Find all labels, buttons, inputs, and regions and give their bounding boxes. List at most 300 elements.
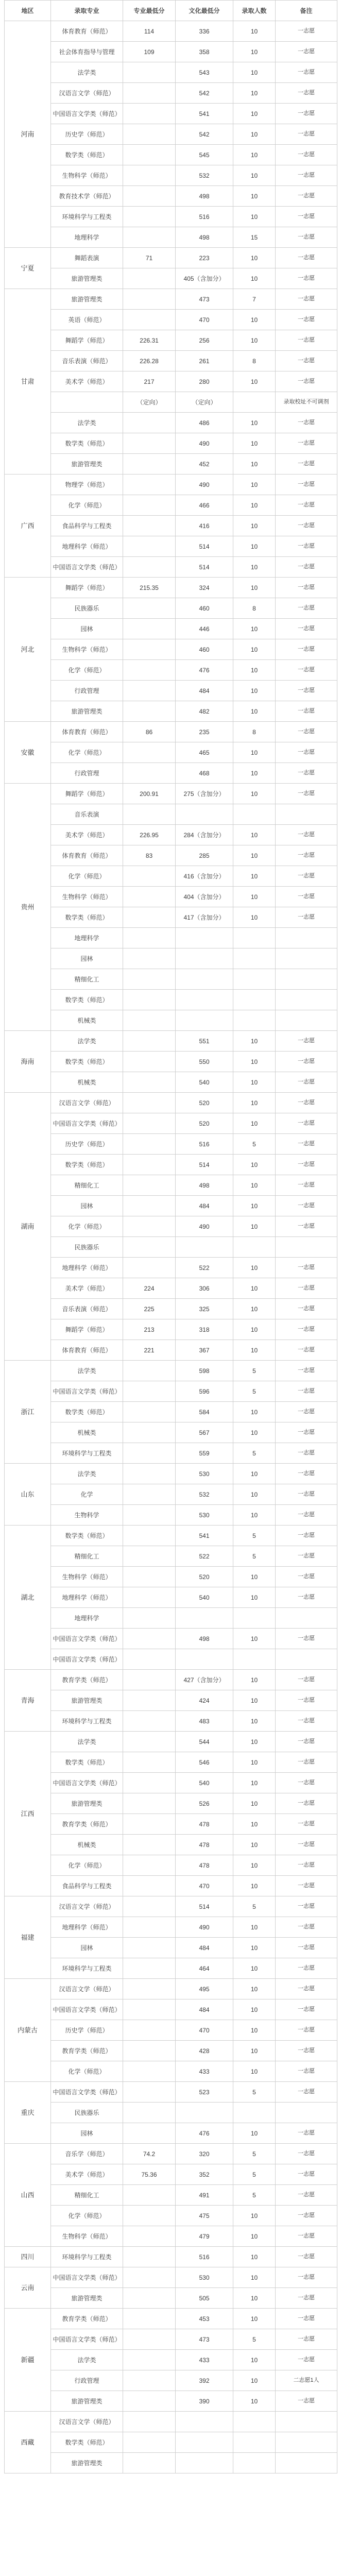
admitted-count-cell: 10 bbox=[233, 1567, 276, 1587]
major-min-score-cell bbox=[123, 1649, 176, 1670]
major-min-score-cell bbox=[123, 619, 176, 639]
header-remarks: 备注 bbox=[276, 1, 337, 21]
major-cell: 舞蹈学（师范） bbox=[51, 330, 123, 351]
remarks-cell bbox=[276, 1608, 337, 1629]
admitted-count-cell: 10 bbox=[233, 578, 276, 598]
admitted-count-cell bbox=[233, 969, 276, 990]
remarks-cell: 一志愿 bbox=[276, 1361, 337, 1381]
major-cell: 旅游管理类 bbox=[51, 268, 123, 289]
table-row bbox=[5, 701, 337, 722]
remarks-cell bbox=[276, 1010, 337, 1031]
major-min-score-cell bbox=[123, 1896, 176, 1917]
table-row bbox=[5, 413, 337, 433]
major-cell: 机械类 bbox=[51, 1835, 123, 1855]
major-cell: 中国语言文学类（师范） bbox=[51, 2267, 123, 2288]
major-cell: 数学类（师范） bbox=[51, 433, 123, 454]
table-row bbox=[5, 1258, 337, 1278]
table-row bbox=[5, 42, 337, 62]
culture-min-score-cell: 483 bbox=[176, 1711, 233, 1732]
table-row bbox=[5, 1422, 337, 1443]
major-cell: 美术学（师范） bbox=[51, 371, 123, 392]
culture-min-score-cell: 520 bbox=[176, 1113, 233, 1134]
admitted-count-cell: 10 bbox=[233, 1855, 276, 1876]
major-cell: 旅游管理类 bbox=[51, 454, 123, 474]
culture-min-score-cell: 598 bbox=[176, 1361, 233, 1381]
admitted-count-cell: 10 bbox=[233, 1732, 276, 1752]
admitted-count-cell: 10 bbox=[233, 1258, 276, 1278]
remarks-cell: 一志愿 bbox=[276, 1876, 337, 1896]
major-min-score-cell bbox=[123, 2329, 176, 2350]
culture-min-score-cell: 551 bbox=[176, 1031, 233, 1052]
region-cell: 江西 bbox=[5, 1732, 51, 1896]
major-cell: 数学类（师范） bbox=[51, 2432, 123, 2453]
major-cell: 法学类 bbox=[51, 1361, 123, 1381]
culture-min-score-cell: 325 bbox=[176, 1299, 233, 1319]
admitted-count-cell: 10 bbox=[233, 495, 276, 516]
remarks-cell: 一志愿 bbox=[276, 454, 337, 474]
culture-min-score-cell: 490 bbox=[176, 1917, 233, 1938]
table-row bbox=[5, 330, 337, 351]
culture-min-score-cell: 478 bbox=[176, 1814, 233, 1835]
major-cell: 数学类（师范） bbox=[51, 990, 123, 1010]
culture-min-score-cell: 465 bbox=[176, 742, 233, 763]
major-cell: 数学类（师范） bbox=[51, 1402, 123, 1422]
admitted-count-cell: 10 bbox=[233, 1999, 276, 2020]
remarks-cell: 一志愿 bbox=[276, 474, 337, 495]
admitted-count-cell bbox=[233, 1010, 276, 1031]
table-row bbox=[5, 268, 337, 289]
major-cell: 舞蹈表演 bbox=[51, 248, 123, 268]
table-row bbox=[5, 969, 337, 990]
table-row bbox=[5, 1155, 337, 1175]
major-cell: 数学类（师范） bbox=[51, 1752, 123, 1773]
culture-min-score-cell: 433 bbox=[176, 2061, 233, 2082]
admitted-count-cell: 5 bbox=[233, 1526, 276, 1546]
culture-min-score-cell: 522 bbox=[176, 1546, 233, 1567]
admitted-count-cell: 10 bbox=[233, 1752, 276, 1773]
remarks-cell: 一志愿 bbox=[276, 124, 337, 145]
admitted-count-cell: 10 bbox=[233, 1938, 276, 1958]
remarks-cell: 一志愿 bbox=[276, 866, 337, 887]
admitted-count-cell: 10 bbox=[233, 1670, 276, 1690]
admitted-count-cell: 10 bbox=[233, 2041, 276, 2061]
table-row bbox=[5, 145, 337, 165]
major-cell: 生物科学（师范） bbox=[51, 2226, 123, 2247]
remarks-cell: 一志愿 bbox=[276, 1175, 337, 1196]
culture-min-score-cell: 468 bbox=[176, 763, 233, 784]
major-min-score-cell bbox=[123, 124, 176, 145]
culture-min-score-cell: 452 bbox=[176, 454, 233, 474]
table-row bbox=[5, 619, 337, 639]
admitted-count-cell: 10 bbox=[233, 1835, 276, 1855]
culture-min-score-cell: 505 bbox=[176, 2288, 233, 2309]
table-row bbox=[5, 1484, 337, 1505]
remarks-cell: 一志愿 bbox=[276, 1958, 337, 1979]
remarks-cell: 一志愿 bbox=[276, 433, 337, 454]
header-admitted-count: 录取人数 bbox=[233, 1, 276, 21]
admitted-count-cell: 5 bbox=[233, 1546, 276, 1567]
major-cell: 化学（师范） bbox=[51, 495, 123, 516]
culture-min-score-cell: 530 bbox=[176, 2267, 233, 2288]
admitted-count-cell: 10 bbox=[233, 1278, 276, 1299]
remarks-cell: 一志愿 bbox=[276, 1031, 337, 1052]
major-cell: 精细化工 bbox=[51, 1175, 123, 1196]
major-min-score-cell bbox=[123, 2391, 176, 2412]
major-min-score-cell bbox=[123, 1938, 176, 1958]
region-cell: 西藏 bbox=[5, 2412, 51, 2473]
major-min-score-cell bbox=[123, 1732, 176, 1752]
table-row bbox=[5, 2267, 337, 2288]
region-cell: 福建 bbox=[5, 1896, 51, 1979]
culture-min-score-cell: 390 bbox=[176, 2391, 233, 2412]
culture-min-score-cell bbox=[176, 990, 233, 1010]
culture-min-score-cell: 543 bbox=[176, 62, 233, 83]
table-row bbox=[5, 660, 337, 681]
major-cell: 舞蹈学（师范） bbox=[51, 784, 123, 804]
table-row bbox=[5, 124, 337, 145]
culture-min-score-cell: 541 bbox=[176, 104, 233, 124]
culture-min-score-cell: 284（含加分） bbox=[176, 825, 233, 845]
culture-min-score-cell: 478 bbox=[176, 1835, 233, 1855]
culture-min-score-cell: 476 bbox=[176, 2123, 233, 2144]
remarks-cell: 一志愿 bbox=[276, 1381, 337, 1402]
major-cell: 音乐学（师范） bbox=[51, 2144, 123, 2164]
admitted-count-cell: 10 bbox=[233, 124, 276, 145]
admitted-count-cell: 10 bbox=[233, 1711, 276, 1732]
admitted-count-cell bbox=[233, 1237, 276, 1258]
major-min-score-cell bbox=[123, 186, 176, 207]
table-row bbox=[5, 1690, 337, 1711]
admitted-count-cell: 5 bbox=[233, 2185, 276, 2206]
table-row bbox=[5, 2391, 337, 2412]
table-row bbox=[5, 1938, 337, 1958]
admitted-count-cell: 10 bbox=[233, 557, 276, 578]
major-cell: 化学 bbox=[51, 1484, 123, 1505]
table-row bbox=[5, 825, 337, 845]
major-min-score-cell bbox=[123, 227, 176, 248]
major-cell: 生物科学 bbox=[51, 1505, 123, 1526]
table-row bbox=[5, 784, 337, 804]
remarks-cell bbox=[276, 969, 337, 990]
major-cell: 英语（师范） bbox=[51, 310, 123, 330]
admitted-count-cell: 10 bbox=[233, 660, 276, 681]
major-cell: 机械类 bbox=[51, 1010, 123, 1031]
major-cell: 生物科学（师范） bbox=[51, 887, 123, 907]
remarks-cell: 一志愿 bbox=[276, 701, 337, 722]
culture-min-score-cell: 596 bbox=[176, 1381, 233, 1402]
culture-min-score-cell: 490 bbox=[176, 1216, 233, 1237]
major-cell: 美术学（师范） bbox=[51, 2164, 123, 2185]
culture-min-score-cell: 484 bbox=[176, 681, 233, 701]
table-row bbox=[5, 1546, 337, 1567]
major-cell: 中国语言文学类（师范） bbox=[51, 1999, 123, 2020]
culture-min-score-cell: 514 bbox=[176, 536, 233, 557]
remarks-cell bbox=[276, 1649, 337, 1670]
remarks-cell: 一志愿 bbox=[276, 1299, 337, 1319]
culture-min-score-cell: 482 bbox=[176, 701, 233, 722]
table-row bbox=[5, 371, 337, 392]
admitted-count-cell: 15 bbox=[233, 227, 276, 248]
major-cell: 环境科学与工程类 bbox=[51, 1711, 123, 1732]
admitted-count-cell: 10 bbox=[233, 42, 276, 62]
culture-min-score-cell bbox=[176, 2432, 233, 2453]
admitted-count-cell: 10 bbox=[233, 1629, 276, 1649]
culture-min-score-cell: 490 bbox=[176, 433, 233, 454]
remarks-cell: 一志愿 bbox=[276, 330, 337, 351]
culture-min-score-cell: 404（含加分） bbox=[176, 887, 233, 907]
admission-scores-table bbox=[4, 0, 337, 2473]
major-cell: 民族器乐 bbox=[51, 2103, 123, 2123]
major-min-score-cell bbox=[123, 104, 176, 124]
table-row bbox=[5, 1876, 337, 1896]
culture-min-score-cell: 545 bbox=[176, 145, 233, 165]
major-cell: 旅游管理类 bbox=[51, 1793, 123, 1814]
table-row bbox=[5, 598, 337, 619]
table-row bbox=[5, 1505, 337, 1526]
culture-min-score-cell: 532 bbox=[176, 1484, 233, 1505]
culture-min-score-cell: 473 bbox=[176, 289, 233, 310]
table-row bbox=[5, 1814, 337, 1835]
table-row bbox=[5, 2020, 337, 2041]
major-min-score-cell bbox=[123, 1670, 176, 1690]
culture-min-score-cell: 530 bbox=[176, 1464, 233, 1484]
table-row bbox=[5, 1278, 337, 1299]
major-min-score-cell bbox=[123, 660, 176, 681]
remarks-cell: 一志愿 bbox=[276, 268, 337, 289]
admitted-count-cell: 10 bbox=[233, 186, 276, 207]
culture-min-score-cell: 550 bbox=[176, 1052, 233, 1072]
table-row bbox=[5, 392, 337, 413]
remarks-cell: 一志愿 bbox=[276, 2391, 337, 2412]
table-row bbox=[5, 1464, 337, 1484]
remarks-cell: 一志愿 bbox=[276, 248, 337, 268]
table-row bbox=[5, 1979, 337, 1999]
admitted-count-cell: 10 bbox=[233, 1422, 276, 1443]
major-min-score-cell bbox=[123, 887, 176, 907]
major-cell: 精细化工 bbox=[51, 969, 123, 990]
major-min-score-cell bbox=[123, 2432, 176, 2453]
culture-min-score-cell: 514 bbox=[176, 1896, 233, 1917]
admitted-count-cell: 10 bbox=[233, 845, 276, 866]
table-row bbox=[5, 1773, 337, 1793]
remarks-cell: 一志愿 bbox=[276, 207, 337, 227]
remarks-cell: 一志愿 bbox=[276, 227, 337, 248]
table-row bbox=[5, 248, 337, 268]
major-min-score-cell bbox=[123, 62, 176, 83]
remarks-cell: 一志愿 bbox=[276, 42, 337, 62]
major-min-score-cell bbox=[123, 2185, 176, 2206]
culture-min-score-cell: 446 bbox=[176, 619, 233, 639]
table-row bbox=[5, 227, 337, 248]
remarks-cell: 一志愿 bbox=[276, 1505, 337, 1526]
admitted-count-cell: 10 bbox=[233, 1464, 276, 1484]
major-cell: 旅游管理类 bbox=[51, 2288, 123, 2309]
region-cell: 浙江 bbox=[5, 1361, 51, 1464]
admitted-count-cell: 8 bbox=[233, 351, 276, 371]
remarks-cell: 一志愿 bbox=[276, 742, 337, 763]
admitted-count-cell: 10 bbox=[233, 104, 276, 124]
major-min-score-cell bbox=[123, 990, 176, 1010]
table-row bbox=[5, 1958, 337, 1979]
admitted-count-cell: 10 bbox=[233, 742, 276, 763]
culture-min-score-cell: 470 bbox=[176, 2020, 233, 2041]
remarks-cell bbox=[276, 948, 337, 969]
region-cell: 青海 bbox=[5, 1670, 51, 1732]
admitted-count-cell: 10 bbox=[233, 1299, 276, 1319]
major-min-score-cell bbox=[123, 289, 176, 310]
major-min-score-cell: 226.28 bbox=[123, 351, 176, 371]
major-cell: 环境科学与工程类 bbox=[51, 1443, 123, 1464]
major-min-score-cell bbox=[123, 1526, 176, 1546]
admitted-count-cell: 10 bbox=[233, 1793, 276, 1814]
major-min-score-cell bbox=[123, 1711, 176, 1732]
admitted-count-cell: 10 bbox=[233, 887, 276, 907]
remarks-cell bbox=[276, 804, 337, 825]
major-min-score-cell bbox=[123, 1010, 176, 1031]
table-row bbox=[5, 2453, 337, 2473]
major-min-score-cell bbox=[123, 763, 176, 784]
table-header-row bbox=[5, 1, 337, 21]
remarks-cell: 一志愿 bbox=[276, 1402, 337, 1422]
culture-min-score-cell: 475 bbox=[176, 2206, 233, 2226]
region-cell: 河北 bbox=[5, 578, 51, 722]
major-min-score-cell bbox=[123, 516, 176, 536]
admitted-count-cell: 10 bbox=[233, 1876, 276, 1896]
table-row bbox=[5, 2350, 337, 2370]
admitted-count-cell: 10 bbox=[233, 207, 276, 227]
culture-min-score-cell bbox=[176, 1237, 233, 1258]
major-cell: 数学类（师范） bbox=[51, 145, 123, 165]
remarks-cell: 一志愿 bbox=[276, 1793, 337, 1814]
region-cell: 云南 bbox=[5, 2267, 51, 2309]
major-cell: 旅游管理类 bbox=[51, 289, 123, 310]
major-cell: 行政管理 bbox=[51, 2370, 123, 2391]
major-cell: 数学类（师范） bbox=[51, 1052, 123, 1072]
table-row bbox=[5, 1835, 337, 1855]
major-cell: 机械类 bbox=[51, 1422, 123, 1443]
admitted-count-cell: 7 bbox=[233, 289, 276, 310]
admitted-count-cell: 10 bbox=[233, 516, 276, 536]
major-cell: 园林 bbox=[51, 1196, 123, 1216]
culture-min-score-cell: 532 bbox=[176, 165, 233, 186]
admitted-count-cell bbox=[233, 2432, 276, 2453]
remarks-cell bbox=[276, 928, 337, 948]
major-min-score-cell: 225 bbox=[123, 1299, 176, 1319]
header-major: 录取专业 bbox=[51, 1, 123, 21]
remarks-cell: 一志愿 bbox=[276, 1814, 337, 1835]
admitted-count-cell: 5 bbox=[233, 2329, 276, 2350]
remarks-cell: 一志愿 bbox=[276, 186, 337, 207]
remarks-cell: 一志愿 bbox=[276, 1999, 337, 2020]
culture-min-score-cell: 491 bbox=[176, 2185, 233, 2206]
table-body bbox=[5, 21, 337, 2473]
table-row bbox=[5, 2206, 337, 2226]
remarks-cell bbox=[276, 1237, 337, 1258]
admitted-count-cell: 10 bbox=[233, 1031, 276, 1052]
major-cell: 化学（师范） bbox=[51, 2206, 123, 2226]
major-min-score-cell bbox=[123, 207, 176, 227]
admitted-count-cell: 10 bbox=[233, 248, 276, 268]
major-min-score-cell bbox=[123, 165, 176, 186]
major-min-score-cell bbox=[123, 2061, 176, 2082]
table-row bbox=[5, 2288, 337, 2309]
major-min-score-cell bbox=[123, 1999, 176, 2020]
remarks-cell: 一志愿 bbox=[276, 495, 337, 516]
table-row bbox=[5, 1587, 337, 1608]
table-row bbox=[5, 2144, 337, 2164]
region-cell: 甘肃 bbox=[5, 289, 51, 474]
major-cell: 化学（师范） bbox=[51, 866, 123, 887]
remarks-cell: 一志愿 bbox=[276, 1732, 337, 1752]
major-cell: 法学类 bbox=[51, 62, 123, 83]
major-min-score-cell bbox=[123, 557, 176, 578]
major-min-score-cell bbox=[123, 1793, 176, 1814]
major-cell: 音乐表演（师范） bbox=[51, 1299, 123, 1319]
remarks-cell: 一志愿 bbox=[276, 1546, 337, 1567]
admitted-count-cell: 10 bbox=[233, 433, 276, 454]
table-row bbox=[5, 1319, 337, 1340]
major-cell: 中国语言文学类（师范） bbox=[51, 2082, 123, 2103]
region-cell: 四川 bbox=[5, 2247, 51, 2267]
table-row bbox=[5, 289, 337, 310]
major-min-score-cell bbox=[123, 1237, 176, 1258]
culture-min-score-cell: 498 bbox=[176, 1175, 233, 1196]
remarks-cell: 一志愿 bbox=[276, 1484, 337, 1505]
culture-min-score-cell: 520 bbox=[176, 1093, 233, 1113]
culture-min-score-cell: 424 bbox=[176, 1690, 233, 1711]
admitted-count-cell: 5 bbox=[233, 1134, 276, 1155]
remarks-cell: 一志愿 bbox=[276, 289, 337, 310]
remarks-cell: 二志愿1人 bbox=[276, 2370, 337, 2391]
admitted-count-cell: 10 bbox=[233, 165, 276, 186]
remarks-cell: 一志愿 bbox=[276, 2041, 337, 2061]
table-row bbox=[5, 1052, 337, 1072]
remarks-cell: 一志愿 bbox=[276, 2164, 337, 2185]
major-min-score-cell bbox=[123, 145, 176, 165]
major-cell: 化学（师范） bbox=[51, 2061, 123, 2082]
admitted-count-cell bbox=[233, 1649, 276, 1670]
header-culture-min-score: 文化最低分 bbox=[176, 1, 233, 21]
admitted-count-cell: 10 bbox=[233, 474, 276, 495]
culture-min-score-cell: 416 bbox=[176, 516, 233, 536]
remarks-cell: 一志愿 bbox=[276, 1835, 337, 1855]
major-min-score-cell bbox=[123, 598, 176, 619]
major-min-score-cell bbox=[123, 268, 176, 289]
major-cell: 地理科学（师范） bbox=[51, 1917, 123, 1938]
major-cell: 机械类 bbox=[51, 1072, 123, 1093]
major-min-score-cell: 74.2 bbox=[123, 2144, 176, 2164]
major-cell: 地理科学 bbox=[51, 227, 123, 248]
culture-min-score-cell: 522 bbox=[176, 1258, 233, 1278]
remarks-cell: 一志愿 bbox=[276, 1052, 337, 1072]
culture-min-score-cell bbox=[176, 948, 233, 969]
major-cell: 环境科学与工程类 bbox=[51, 1958, 123, 1979]
major-min-score-cell bbox=[123, 1855, 176, 1876]
culture-min-score-cell: 460 bbox=[176, 598, 233, 619]
culture-min-score-cell: 428 bbox=[176, 2041, 233, 2061]
culture-min-score-cell: 223 bbox=[176, 248, 233, 268]
major-cell: 舞蹈学（师范） bbox=[51, 1319, 123, 1340]
table-row bbox=[5, 845, 337, 866]
table-row bbox=[5, 2309, 337, 2329]
remarks-cell bbox=[276, 2103, 337, 2123]
table-row bbox=[5, 454, 337, 474]
major-cell: 行政管理 bbox=[51, 763, 123, 784]
culture-min-score-cell: 526 bbox=[176, 1793, 233, 1814]
major-min-score-cell bbox=[123, 2370, 176, 2391]
major-cell: 中国语言文学类（师范） bbox=[51, 1629, 123, 1649]
culture-min-score-cell bbox=[176, 2453, 233, 2473]
